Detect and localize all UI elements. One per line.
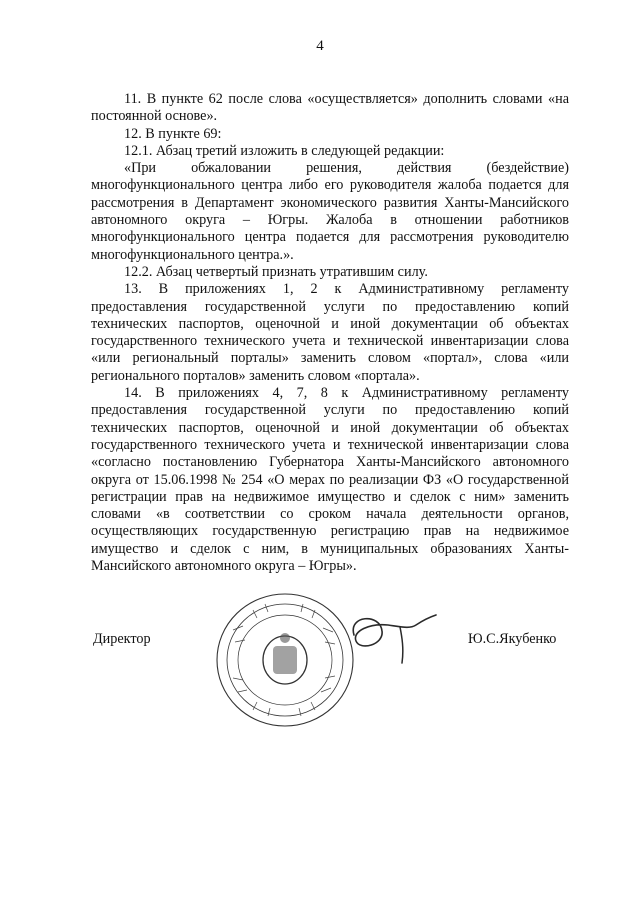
paragraph-12-2: 12.2. Абзац четвертый признать утратившим силу. — [124, 263, 428, 280]
page-number: 4 — [316, 38, 324, 54]
paragraph-11: 11. В пункте 62 после слова «осуществляется» дополнить словами «на постоянной основе». — [91, 91, 569, 125]
document-body — [91, 91, 569, 575]
handwritten-signature — [340, 605, 450, 665]
signature-block — [0, 590, 640, 740]
official-seal — [213, 590, 358, 730]
paragraph-13: 13. В приложениях 1, 2 к Административному регламенту предоставления государственной услуги по предоставлению копий технических паспортов, оценочной и иной документации об объектах государственного технического учета и технической инвентаризации слова «или региональный порталы» заменить словом «портал», слова «или регионального порталов» заменить словом «портала». — [91, 281, 569, 384]
paragraph-12: 12. В пункте 69: — [124, 125, 222, 142]
paragraph-12-1: 12.1. Абзац третий изложить в следующей редакции: — [124, 142, 445, 159]
signatory-name: Ю.С.Якубенко — [468, 631, 557, 647]
signatory-role: Директор — [93, 631, 151, 647]
paragraph-quote: «При обжаловании решения, действия (бездействие) многофункционального центра либо его руководителя жалоба подается для рассмотрения в Департамент экономического развития Ханты-Мансийского автономного округа – Югры. Жалоба в отношении работников многофункционального центра подается для рассмотрения руководителю многофункционального центра.». — [91, 160, 569, 263]
paragraph-14: 14. В приложениях 4, 7, 8 к Административному регламенту предоставления государственной услуги по предоставлению копий технических паспортов, оценочной и иной документации об объектах государственного технического учета и технической инвентаризации слова «согласно постановлению Губернатора Ханты-Мансийского автономного округа от 15.06.1998 № 254 «О мерах по реализации ФЗ «О государственной регистрации прав на недвижимое имущество и сделок с ним» заменить словами «в соответствии со сроком начала деятельности органов, осуществляющих государственную регистрацию прав на недвижимое имущество и сделок с ним, в муниципальных образованиях Ханты-Мансийского автономного округа – Югры». — [91, 385, 569, 575]
